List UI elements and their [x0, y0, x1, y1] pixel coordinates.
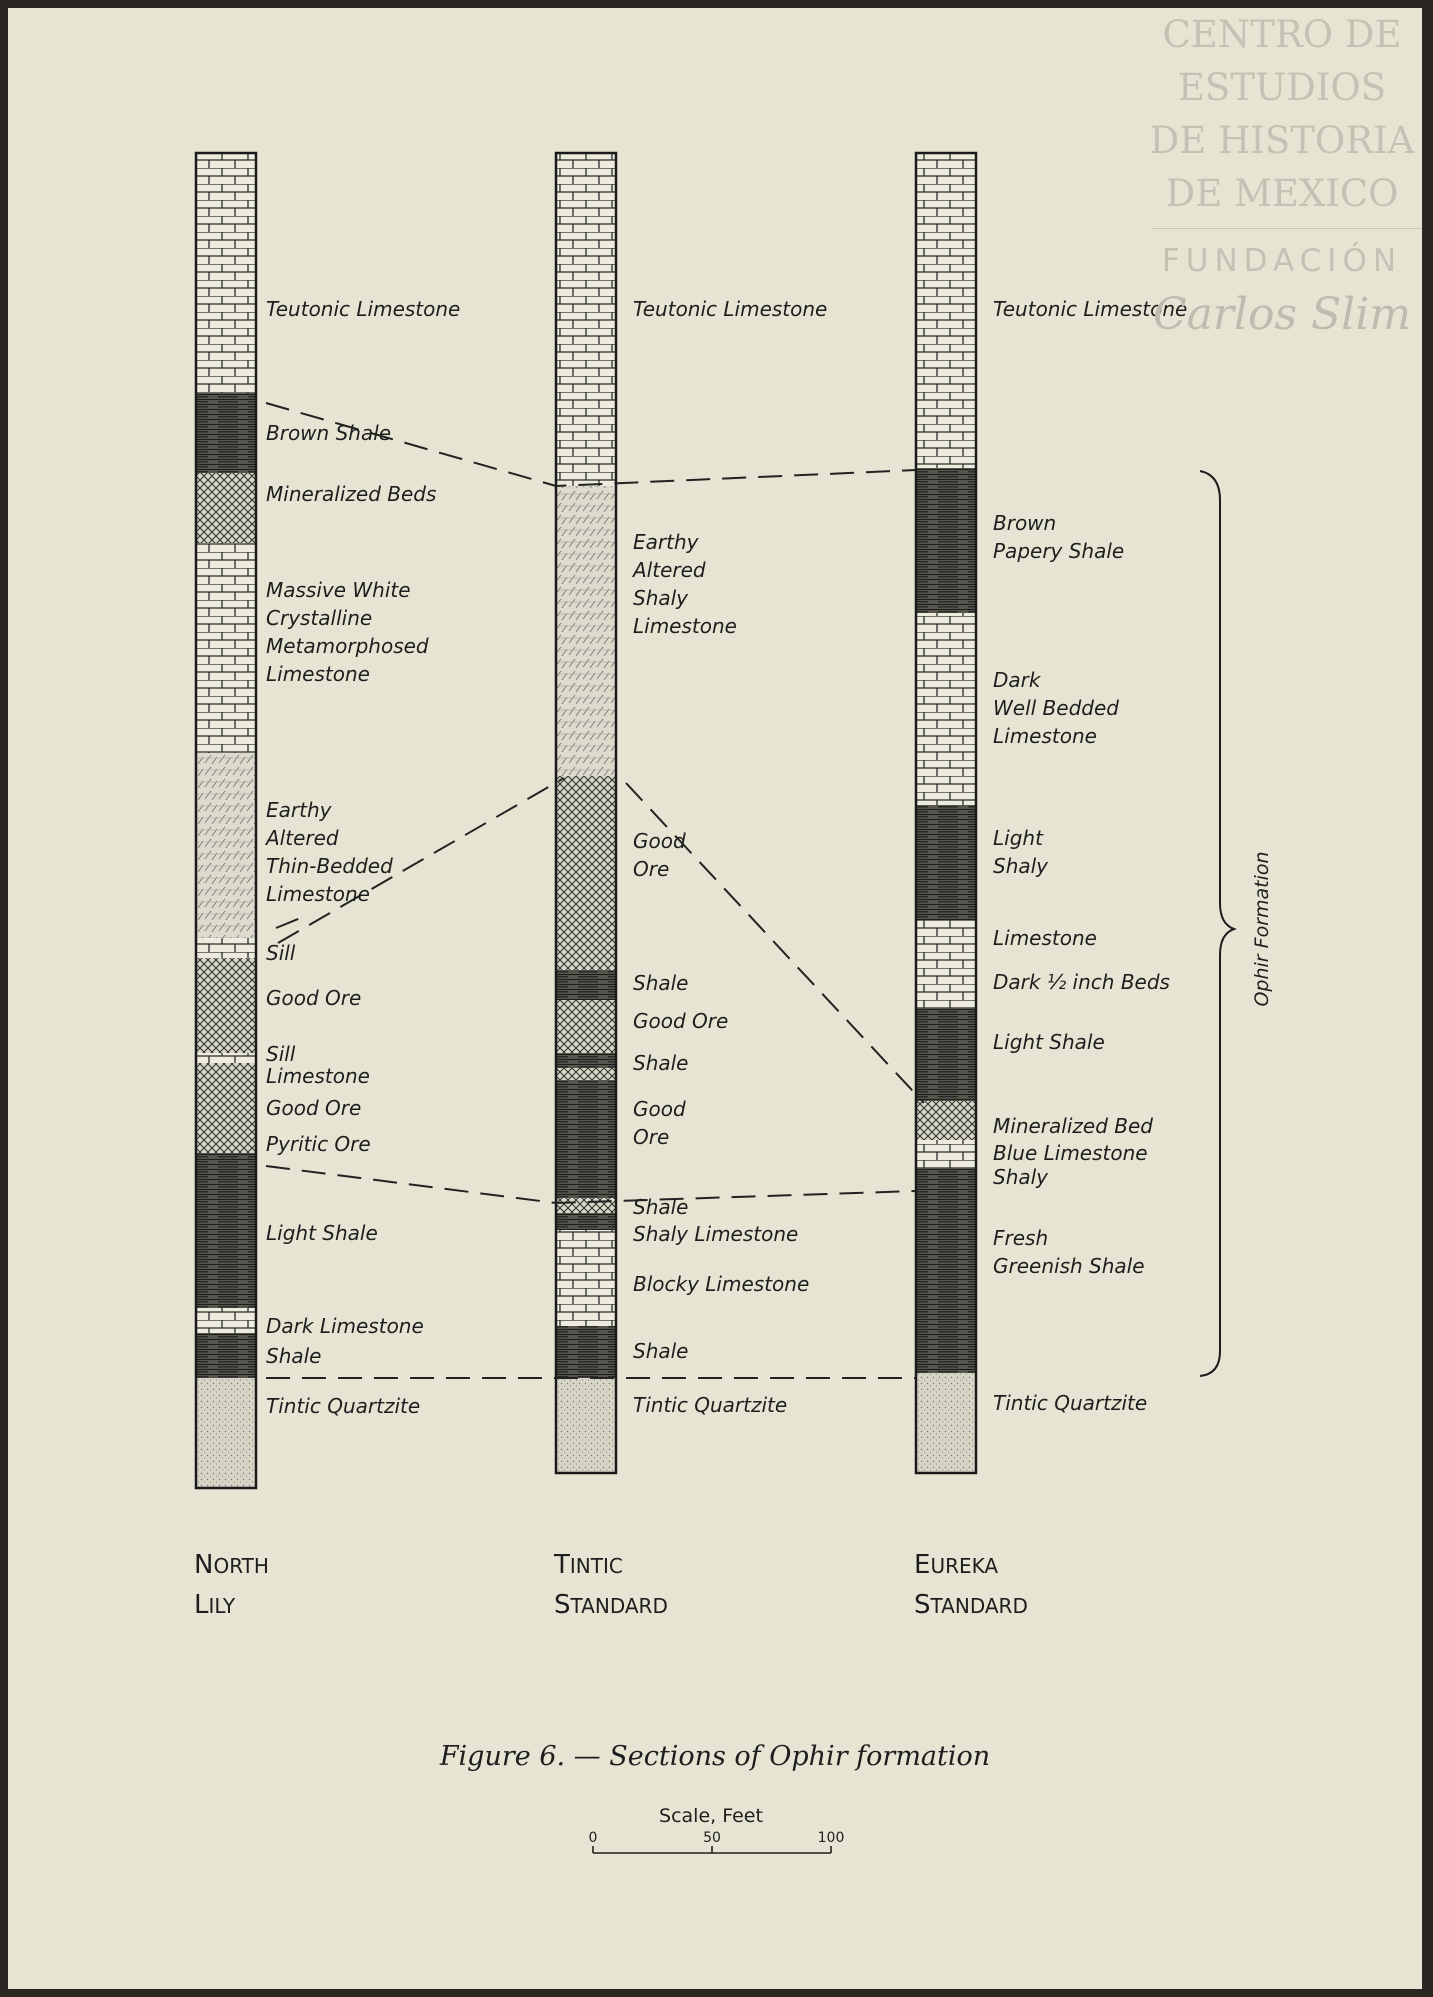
- column-unit-fill: [916, 1140, 976, 1168]
- watermark-signature: Carlos Slim: [1152, 289, 1412, 340]
- correlation-line: [276, 915, 308, 928]
- column-unit-fill: [916, 1168, 976, 1193]
- watermark-line: ESTUDIOS: [1177, 66, 1387, 109]
- unit-label: Teutonic Limestone: [633, 297, 828, 321]
- column-unit-fill: [556, 776, 616, 970]
- unit-label: Altered: [266, 826, 339, 850]
- watermark-line: DE MEXICO: [1165, 172, 1399, 215]
- column-title: LILY: [194, 1590, 236, 1620]
- unit-label: Sill: [266, 941, 296, 965]
- unit-label: Mineralized Bed: [993, 1114, 1153, 1138]
- unit-label: Tintic Quartzite: [633, 1393, 788, 1417]
- stratigraphic-column: [916, 153, 976, 1473]
- column-unit-fill: [196, 1038, 256, 1053]
- unit-label: Pyritic Ore: [266, 1132, 371, 1156]
- column-unit-fill: [556, 1000, 616, 1053]
- column-unit-fill: [196, 938, 256, 958]
- unit-label: Good: [633, 1097, 686, 1121]
- column-unit-fill: [196, 753, 256, 938]
- unit-label: Altered: [633, 558, 706, 582]
- bracket-label: Ophir Formation: [1251, 851, 1273, 1007]
- column-unit-fill: [196, 1153, 256, 1308]
- unit-label: Shale: [633, 971, 689, 995]
- unit-label: Dark Limestone: [266, 1314, 424, 1338]
- ophir-bracket: [1200, 471, 1234, 1376]
- unit-label: Teutonic Limestone: [993, 297, 1188, 321]
- unit-label: Mineralized Beds: [266, 482, 437, 506]
- unit-label: Shale: [633, 1195, 689, 1219]
- unit-label: Earthy: [266, 798, 332, 822]
- unit-label: Blocky Limestone: [633, 1272, 810, 1296]
- stratigraphic-column: [196, 153, 256, 1488]
- column-title: NORTH: [194, 1550, 269, 1580]
- stratigraphic-column: [556, 153, 616, 1473]
- column-title: STANDARD: [914, 1590, 1028, 1620]
- unit-label: Teutonic Limestone: [266, 297, 461, 321]
- unit-label: Limestone: [266, 662, 370, 686]
- unit-label: Limestone: [633, 614, 737, 638]
- column-title: TINTIC: [554, 1550, 623, 1580]
- column-unit-fill: [196, 958, 256, 1038]
- unit-label: Massive White: [266, 578, 411, 602]
- column-unit-fill: [196, 1063, 256, 1123]
- unit-label: Limestone: [993, 724, 1097, 748]
- unit-label: Good Ore: [266, 1096, 362, 1120]
- column-unit-fill: [556, 1053, 616, 1068]
- watermark-line: CENTRO DE: [1162, 13, 1402, 56]
- unit-label: Dark: [993, 668, 1041, 692]
- column-unit-fill: [196, 1333, 256, 1378]
- column-unit-fill: [556, 1273, 616, 1326]
- column-unit-fill: [556, 970, 616, 1000]
- unit-label: Papery Shale: [993, 539, 1125, 563]
- column-unit-fill: [916, 920, 976, 970]
- column-unit-fill: [196, 1308, 256, 1333]
- unit-label: Sill: [266, 1042, 296, 1066]
- scale-tick-label: 100: [817, 1830, 845, 1846]
- column-unit-fill: [916, 1101, 976, 1140]
- column-title: EUREKA: [914, 1550, 999, 1580]
- column-unit-fill: [916, 1193, 976, 1373]
- unit-label: Light Shale: [993, 1030, 1105, 1054]
- column-unit-fill: [196, 543, 256, 753]
- figure-caption: Figure 6. — Sections of Ophir formation: [439, 1741, 991, 1772]
- unit-label: Greenish Shale: [993, 1254, 1145, 1278]
- unit-label: Metamorphosed: [266, 634, 429, 658]
- unit-label: Crystalline: [266, 606, 373, 630]
- column-unit-fill: [916, 613, 976, 805]
- watermark-fundacion: FUNDACIÓN: [1161, 243, 1403, 279]
- column-unit-fill: [196, 393, 256, 473]
- column-unit-fill: [556, 486, 616, 776]
- column-unit-fill: [196, 1053, 256, 1063]
- unit-label: Shaly: [633, 586, 689, 610]
- page: [8, 8, 1422, 1989]
- unit-label: Ore: [633, 1125, 670, 1149]
- column-unit-fill: [196, 1123, 256, 1153]
- scale-tick-label: 50: [703, 1830, 721, 1846]
- unit-label: Limestone: [266, 1064, 370, 1088]
- unit-label: Good Ore: [266, 986, 362, 1010]
- scale-tick-label: 0: [588, 1830, 598, 1846]
- watermark-line: DE HISTORIA: [1149, 119, 1415, 162]
- unit-label: Shale: [633, 1051, 689, 1075]
- unit-label: Limestone: [993, 926, 1097, 950]
- column-unit-fill: [556, 1080, 616, 1198]
- column-unit-fill: [916, 805, 976, 920]
- unit-label: Shale: [266, 1344, 322, 1368]
- column-unit-fill: [556, 1378, 616, 1473]
- unit-label: Brown Shale: [266, 421, 392, 445]
- column-unit-fill: [916, 1008, 976, 1101]
- column-unit-fill: [196, 1378, 256, 1488]
- column-unit-fill: [916, 153, 976, 468]
- unit-label: Well Bedded: [993, 696, 1119, 720]
- unit-label: Light Shale: [266, 1221, 378, 1245]
- column-unit-fill: [556, 1213, 616, 1230]
- column-unit-fill: [556, 1068, 616, 1080]
- column-unit-fill: [196, 473, 256, 543]
- column-unit-fill: [556, 1198, 616, 1213]
- watermark-rule: [1152, 228, 1422, 229]
- unit-label: Light: [993, 826, 1043, 850]
- unit-label: Shaly Limestone: [633, 1222, 799, 1246]
- column-unit-fill: [916, 1373, 976, 1473]
- unit-label: Shaly: [993, 1165, 1049, 1189]
- unit-label: Fresh: [993, 1226, 1049, 1250]
- unit-label: Tintic Quartzite: [993, 1391, 1148, 1415]
- column-title: STANDARD: [554, 1590, 668, 1620]
- unit-label: Shale: [633, 1339, 689, 1363]
- watermark: [1142, 8, 1422, 340]
- unit-label: Blue Limestone: [993, 1141, 1148, 1165]
- column-unit-fill: [916, 970, 976, 1008]
- unit-label: Good: [633, 829, 686, 853]
- unit-label: Limestone: [266, 882, 370, 906]
- column-unit-fill: [556, 153, 616, 486]
- unit-label: Brown: [993, 511, 1057, 535]
- unit-label: Tintic Quartzite: [266, 1394, 421, 1418]
- unit-label: Earthy: [633, 530, 699, 554]
- unit-label: Shaly: [993, 854, 1049, 878]
- column-unit-fill: [916, 468, 976, 613]
- scale-title: Scale, Feet: [659, 1805, 763, 1827]
- column-unit-fill: [196, 153, 256, 393]
- unit-label: Thin-Bedded: [266, 854, 393, 878]
- column-unit-fill: [556, 1326, 616, 1378]
- column-unit-fill: [556, 1230, 616, 1273]
- unit-label: Dark ½ inch Beds: [993, 970, 1170, 994]
- unit-label: Ore: [633, 857, 670, 881]
- unit-label: Good Ore: [633, 1009, 729, 1033]
